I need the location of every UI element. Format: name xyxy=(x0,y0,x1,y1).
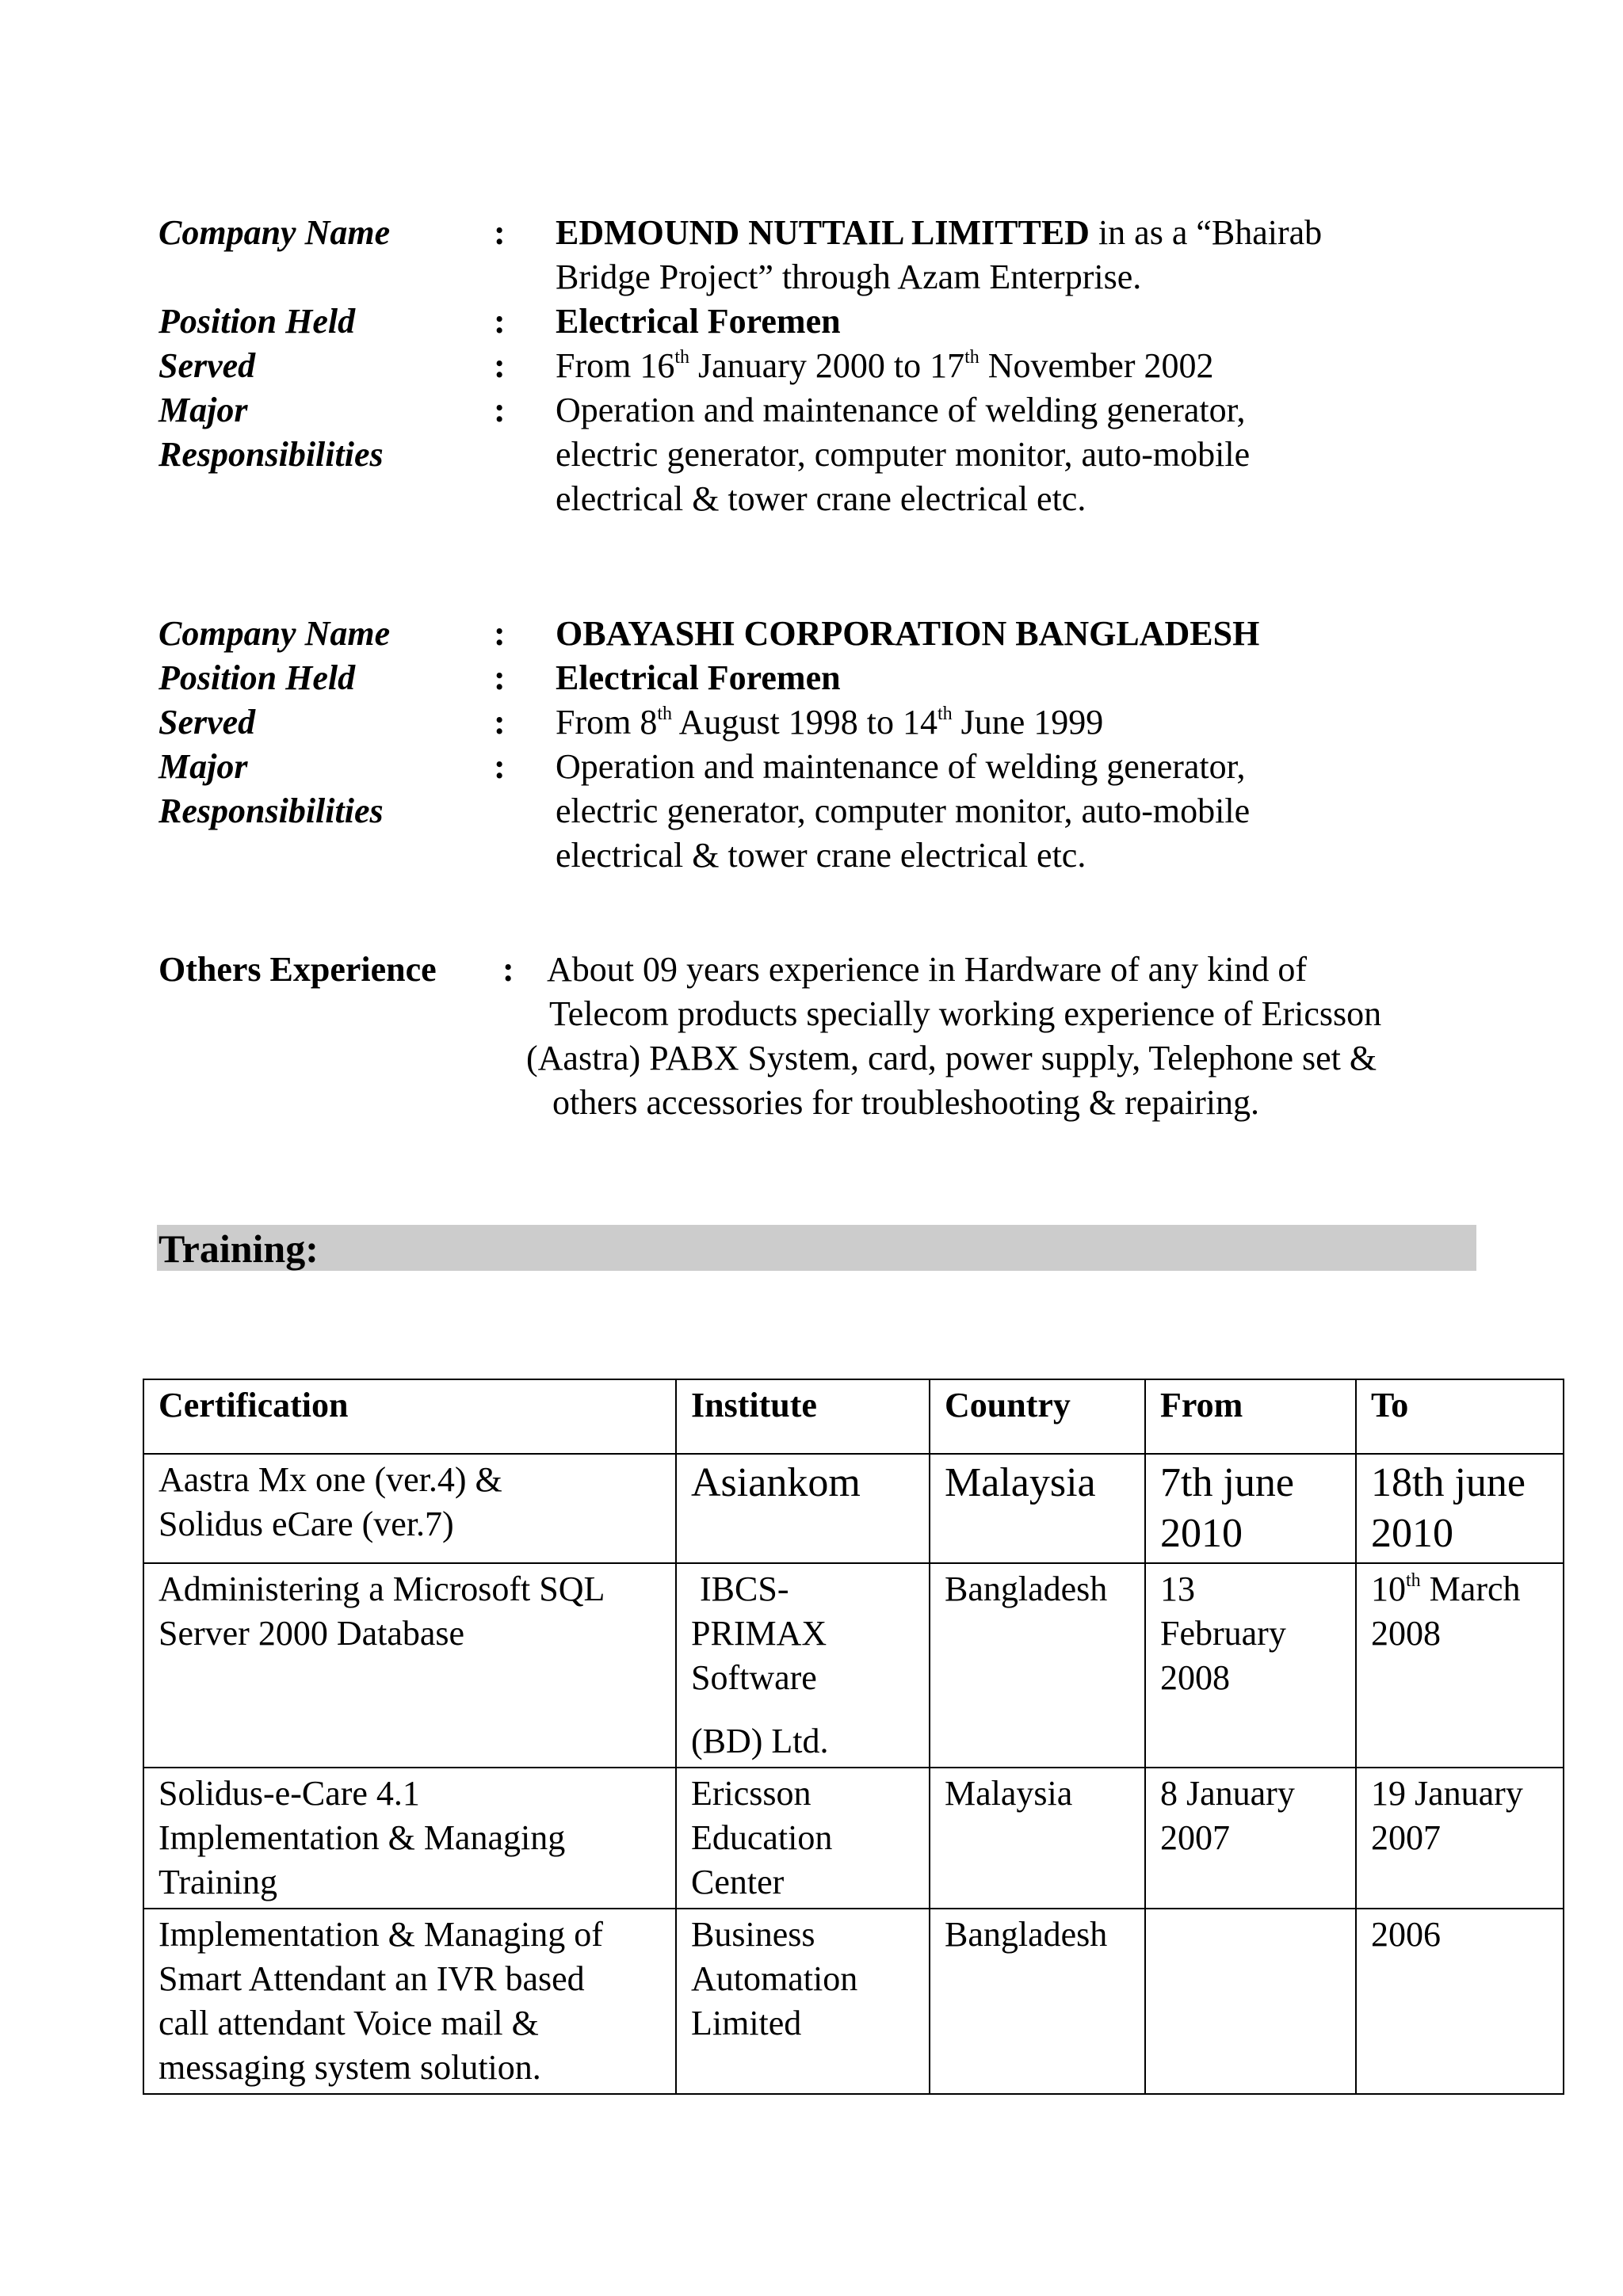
cell-certification: Aastra Mx one (ver.4) & Solidus eCare (ver.7) xyxy=(143,1454,676,1563)
cell-country: Malaysia xyxy=(930,1768,1145,1909)
resp-line: electric generator, computer monitor, auto-mobile xyxy=(556,435,1251,474)
resp-line: electrical & tower crane electrical etc. xyxy=(556,836,1086,875)
cell-institute: Ericsson Education Center xyxy=(676,1768,930,1909)
header-to: To xyxy=(1356,1379,1564,1454)
resp-line: Operation and maintenance of welding generator, xyxy=(556,747,1246,786)
responsibilities-value xyxy=(556,745,1435,878)
company-name-value xyxy=(556,211,1435,299)
cell-to: 2006 xyxy=(1356,1909,1564,2094)
served-value: From 16th January 2000 to 17th November 2002 xyxy=(556,346,1214,385)
cell-country: Malaysia xyxy=(930,1454,1145,1563)
cell-country: Bangladesh xyxy=(930,1563,1145,1768)
responsibilities-label: Responsibilities xyxy=(158,435,384,474)
others-line-4: others accessories for troubleshooting & repairing. xyxy=(552,1083,1259,1122)
cell-certification: Solidus-e-Care 4.1 Implementation & Managing Training xyxy=(143,1768,676,1909)
others-line-3: (Aastra) PABX System, card, power supply, Telephone set & xyxy=(526,1039,1377,1077)
colon: : xyxy=(494,391,506,429)
responsibilities-label: Responsibilities xyxy=(158,791,384,830)
company-name-line2: Bridge Project” through Azam Enterprise. xyxy=(556,257,1142,296)
cell-from: 7th june 2010 xyxy=(1145,1454,1356,1563)
major-label: Major xyxy=(158,747,248,786)
cell-from xyxy=(1145,1909,1356,2094)
cell-to: 18th june 2010 xyxy=(1356,1454,1564,1563)
table-row xyxy=(143,1454,1564,1563)
position-held-label: Position Held xyxy=(158,658,356,697)
table-row xyxy=(143,1563,1564,1768)
colon: : xyxy=(494,302,506,341)
major-label: Major xyxy=(158,391,248,429)
cell-from: 8 January 2007 xyxy=(1145,1768,1356,1909)
cell-to: 19 January 2007 xyxy=(1356,1768,1564,1909)
cell-institute: Asiankom xyxy=(676,1454,930,1563)
company-name-label: Company Name xyxy=(158,614,391,653)
position-held-value: Electrical Foremen xyxy=(556,302,841,341)
cell-institute: Business Automation Limited xyxy=(676,1909,930,2094)
colon: : xyxy=(494,346,506,385)
training-header-bar xyxy=(157,1225,1476,1271)
others-line-2: Telecom products specially working experience of Ericsson xyxy=(549,994,1382,1033)
cell-certification: Implementation & Managing of Smart Attendant an IVR based call attendant Voice mail & messaging system solution. xyxy=(143,1909,676,2094)
position-held-label: Position Held xyxy=(158,302,356,341)
header-certification: Certification xyxy=(143,1379,676,1454)
colon: : xyxy=(502,950,514,989)
company-name-label: Company Name xyxy=(158,213,391,252)
colon: : xyxy=(494,213,506,252)
table-row xyxy=(143,1768,1564,1909)
resp-line: electric generator, computer monitor, auto-mobile xyxy=(556,791,1251,830)
cell-to: 10th March 2008 xyxy=(1356,1563,1564,1768)
responsibilities-value xyxy=(556,388,1435,521)
training-heading: Training: xyxy=(158,1226,319,1271)
served-label: Served xyxy=(158,346,256,385)
others-line-1: About 09 years experience in Hardware of any kind of xyxy=(547,950,1308,989)
served-value: From 8th August 1998 to 14th June 1999 xyxy=(556,703,1104,742)
company-name-rest: in as a “Bhairab xyxy=(1089,213,1323,252)
company-name-value: OBAYASHI CORPORATION BANGLADESH xyxy=(556,614,1260,653)
header-from: From xyxy=(1145,1379,1356,1454)
others-experience-label: Others Experience xyxy=(158,950,437,989)
cell-institute: IBCS- PRIMAX Software (BD) Ltd. xyxy=(676,1563,930,1768)
resp-line: electrical & tower crane electrical etc. xyxy=(556,479,1086,518)
company-name-bold: EDMOUND NUTTAIL LIMITTED xyxy=(556,213,1090,252)
colon: : xyxy=(494,658,506,697)
header-country: Country xyxy=(930,1379,1145,1454)
colon: : xyxy=(494,747,506,786)
served-label: Served xyxy=(158,703,256,742)
table-row xyxy=(143,1909,1564,2094)
header-institute: Institute xyxy=(676,1379,930,1454)
position-held-value: Electrical Foremen xyxy=(556,658,841,697)
colon: : xyxy=(494,703,506,742)
table-header-row xyxy=(143,1379,1564,1454)
cell-country: Bangladesh xyxy=(930,1909,1145,2094)
cell-from: 13 February 2008 xyxy=(1145,1563,1356,1768)
colon: : xyxy=(494,614,506,653)
resp-line: Operation and maintenance of welding generator, xyxy=(556,391,1246,429)
cell-certification: Administering a Microsoft SQL Server 2000 Database xyxy=(143,1563,676,1768)
training-table xyxy=(143,1379,1564,2095)
